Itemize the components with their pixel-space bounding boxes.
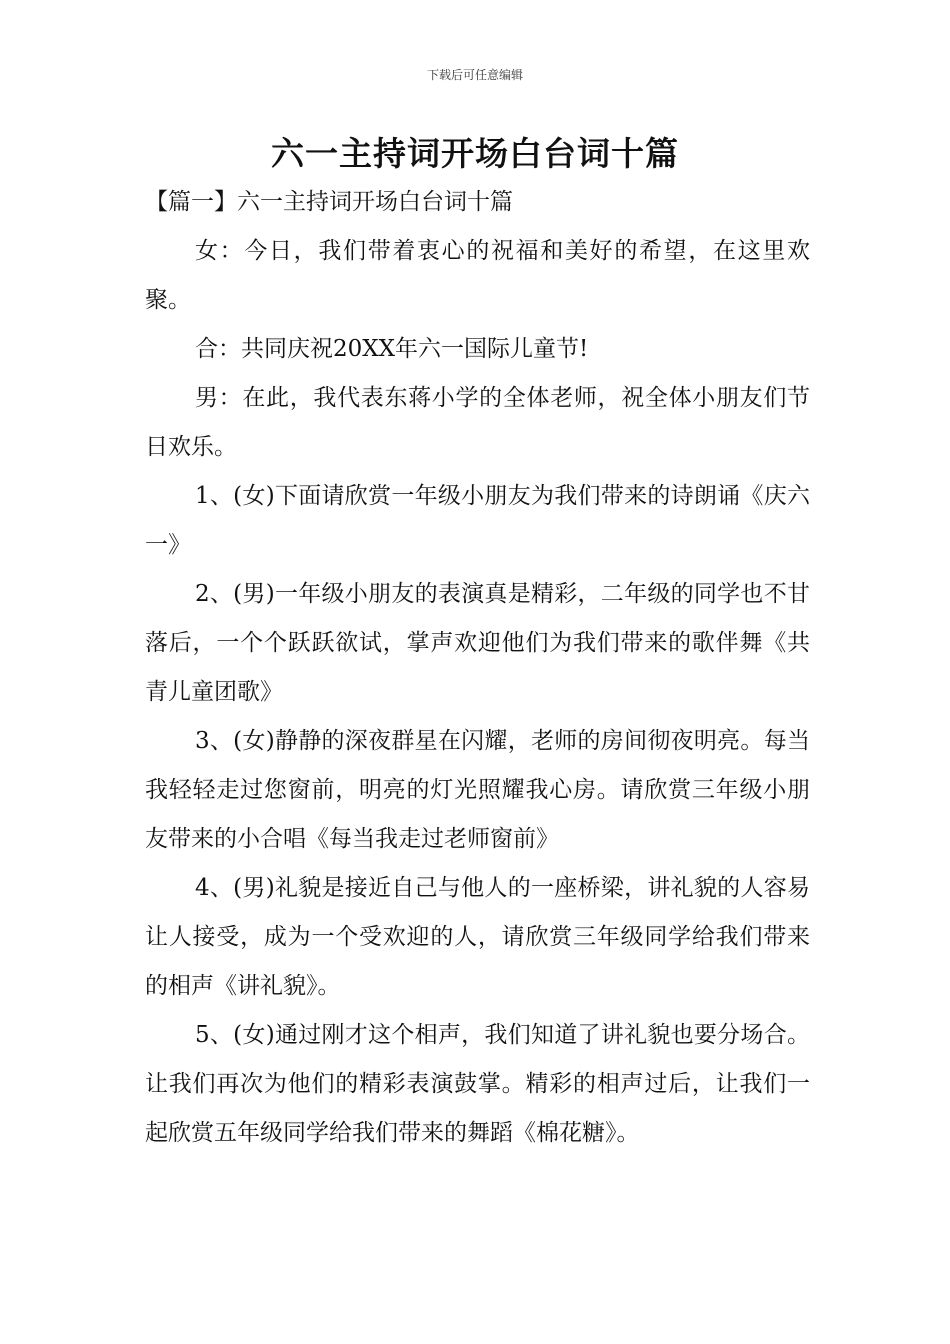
paragraph-6: 3、(女)静静的深夜群星在闪耀，老师的房间彻夜明亮。每当我轻轻走过您窗前，明亮的灯光照耀我心房。请欣赏三年级小朋友带来的小合唱《每当我走过老师窗前》 <box>145 728 810 852</box>
paragraph-7: 4、(男)礼貌是接近自己与他人的一座桥梁，讲礼貌的人容易让人接受，成为一个受欢迎的人，请欣赏三年级同学给我们带来的相声《讲礼貌》。 <box>145 875 810 999</box>
paragraph-2: 合：共同庆祝20XX年六一国际儿童节! <box>195 336 589 362</box>
section-heading: 【篇一】六一主持词开场白台词十篇 <box>145 189 513 215</box>
document-body <box>145 178 810 1158</box>
paragraph-8: 5、(女)通过刚才这个相声，我们知道了讲礼貌也要分场合。让我们再次为他们的精彩表演鼓掌。精彩的相声过后，让我们一起欣赏五年级同学给我们带来的舞蹈《棉花糖》。 <box>145 1022 810 1146</box>
page-title: 六一主持词开场白台词十篇 <box>271 134 679 173</box>
header-note: 下载后可任意编辑 <box>426 68 523 82</box>
paragraph-3: 男：在此，我代表东蒋小学的全体老师，祝全体小朋友们节日欢乐。 <box>145 385 810 460</box>
paragraph-1: 女：今日，我们带着衷心的祝福和美好的希望，在这里欢聚。 <box>145 238 810 313</box>
paragraph-5: 2、(男)一年级小朋友的表演真是精彩，二年级的同学也不甘落后，一个个跃跃欲试，掌声欢迎他们为我们带来的歌伴舞《共青儿童团歌》 <box>145 581 810 705</box>
paragraph-4: 1、(女)下面请欣赏一年级小朋友为我们带来的诗朗诵《庆六一》 <box>145 483 810 558</box>
